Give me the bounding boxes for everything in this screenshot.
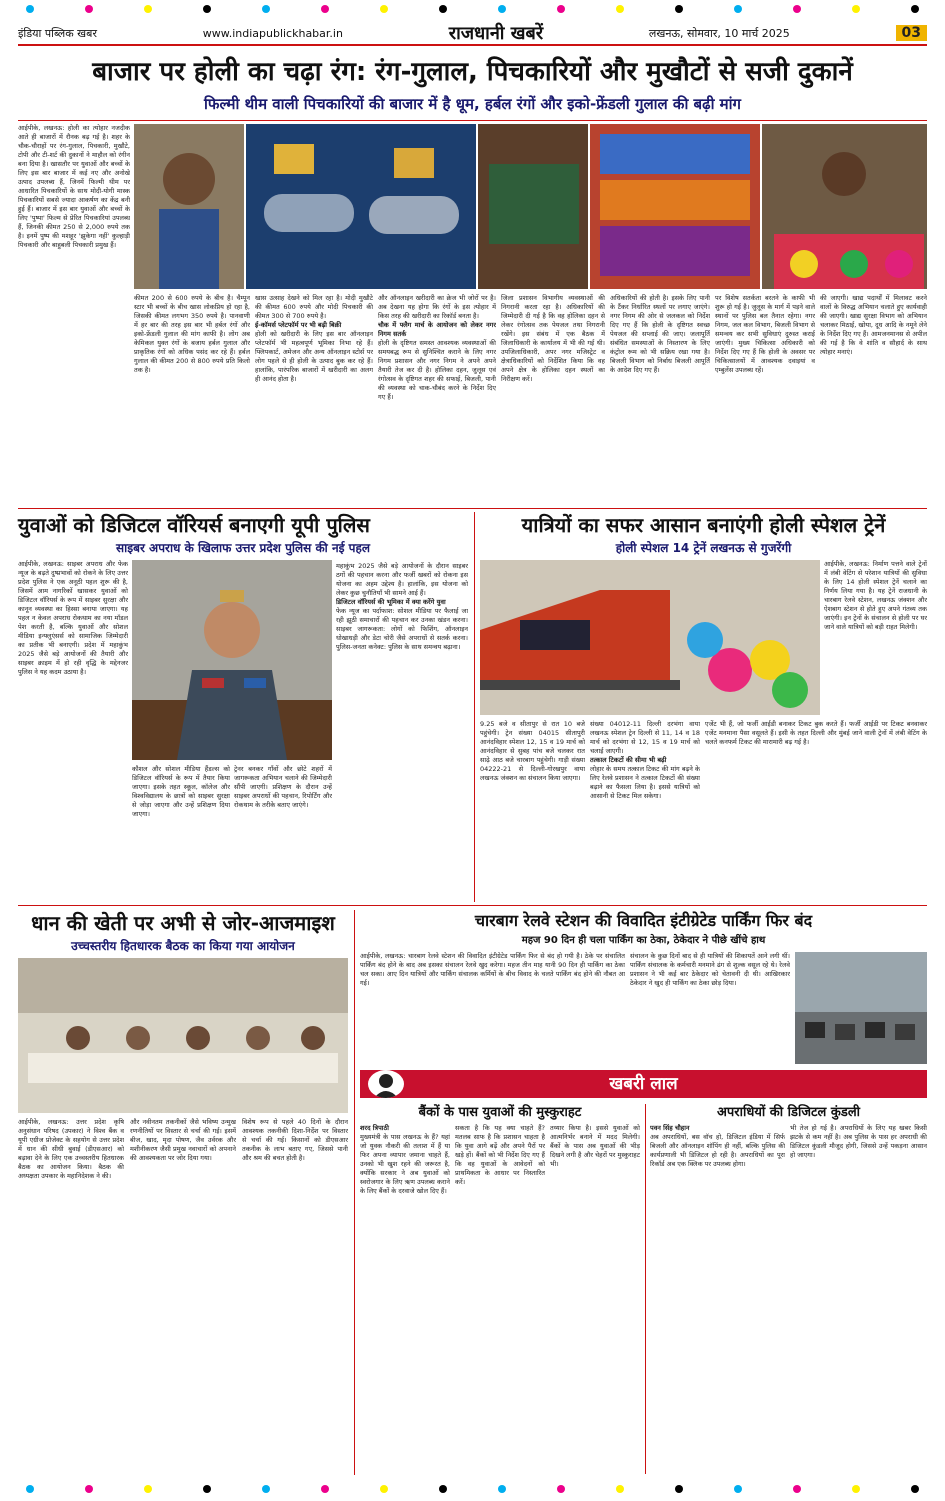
khabri-kundali-author: पवन सिंह चौहान (650, 1124, 690, 1132)
story3-col4: एजेंट भी हैं, जो फर्जी आईडी बनाकर टिकट बुक करते हैं। फर्जी आईडी पर टिकट बनवाकर एजेंट मनमाना पैसा वसूलते हैं। इसी के तहत दिल्ली और मुंबई जाने वाली ट्रेनों में लंबी वेटिंग के चलते कनफर्म टिकट की मारामारी बढ़ गई है। (705, 720, 927, 746)
story3-col3-subhead: तत्काल टिकटों की सीमा भी बढ़ी (590, 756, 667, 764)
story1-col4-subhead: चौक में फ्लैग मार्च के आयोजन को लेकर नगर निगम सतर्क (378, 321, 496, 338)
story1-col3-subhead: ई-कॉमर्स प्लेटफॉर्म पर भी बढ़ी बिक्री (255, 321, 342, 329)
story1-col3 (255, 294, 373, 504)
khabri-kundali-title: अपराधियों की डिजिटल कुंडली (716, 1105, 861, 1120)
story2-col4 (336, 562, 468, 900)
registration-marks-top (0, 4, 945, 14)
section-title: राजधानी खबरें (448, 23, 544, 44)
story1-col5: जिला प्रशासन विभागीय व्यवस्थाओं की निगरानी करता रहा है। अधिकारियों की जिम्मेदारी दी गई है कि वह होलिका दहन से लेकर रंगोत्सव तक पेयजल तथा निगरानी रखेंगे। इस संबंध में एक बैठक में जिलाधिकारी के कार्यालय में भी की गई थी। उपजिलाधिकारी, अपर नगर मजिस्ट्रेट व क्षेत्राधिकारियों को निर्देशित किया कि वह अपने क्षेत्र के होलिका दहन स्थलों का निरीक्षण करें। (501, 294, 605, 383)
story3-col3b: लोहार के समय तत्काल टिकट की मांग बढ़ने के लिए रेलवे प्रशासन ने तत्काल टिकटों की संख्या बढ़ाने का फैसला लिया है। इससे यात्रियों को आसानी से टिकट मिल सकेगा। (590, 765, 700, 800)
story1-col2: कीमत 200 से 600 रुपये के बीच है। चैम्पून स्टार भी बच्चों के बीच खास लोकप्रिय हो रहा है, जिसकी कीमत लगभग 350 रुपये है। पानवाणी में हर बार की तरह इस बार भी हर्बल रंगों और इको-फ्रेंडली गुलाल की मांग काफी है। लोग अब केमिकल युक्त रंगों के बजाय हर्बल गुलाल और प्राकृतिक रंगों को अधिक पसंद कर रहे हैं। हर्बल गुलाल की कीमत 200 से 800 रुपये प्रति किलो तक है। (134, 294, 250, 374)
khabri-banks-author: शरद त्रिपाठी (360, 1124, 389, 1132)
story5-col2: और नवीनतम तकनीकों जैसे भविष्य उन्मुख रणनीतियों पर विस्तार से चर्चा की गई। इसमें बीज, खाद, मृदा पोषण, जैव उर्वरक और मशीनीकरण जैसी प्रमुख नवाचारों को अपनाने की आवश्यकता पर जोर दिया गया। (130, 1118, 236, 1162)
story4-subhead: महज 90 दिन ही चला पार्किंग का ठेका, ठेकेदार ने पीछे खींचे हाथ (521, 935, 766, 946)
column-divider (354, 910, 355, 1475)
page-number: 03 (896, 25, 927, 41)
khabri-banks-col2: सकता है कि यह क्या चाहते हैं? मतलब साफ है कि प्रशासन चाहता है कि युवा आगे बढ़ें और अपने पैरों पर खड़े हों। बैंकों को भी निर्देश दिए गए हैं कि वह युवाओं के आवेदनों को प्राथमिकता के आधार पर निस्तारित करें। (455, 1124, 545, 1186)
story2-col4-subhead: डिजिटल वॉरियर्स की भूमिका में क्या करेंगे युवा (336, 598, 446, 606)
story5-col1: आईपीके, लखनऊ: उत्तर प्रदेश कृषि अनुसंधान परिषद (उपकार) ने विश्व बैंक व यूपी एग्रीज प्रोजेक्ट के सहयोग से उत्तर प्रदेश में धान की सीधी बुवाई (डीएसआर) को बढ़ावा देने के लिए एक उच्चस्तरीय हितधारक बैठक का आयोजन किया। बैठक की अध्यक्षता उपकार के महानिदेशक ने की। (18, 1118, 124, 1180)
parking-photo (795, 952, 927, 1064)
khabri-kundali-text1: अब अपराधियों, बस वॉच हो, डिजिटल इंडिया में सिर्फ बिजली और ऑनलाइन शॉपिंग ही नहीं, बल्कि पुलिस की कार्यप्रणाली भी डिजिटल हो रही है। अपराधियों का पूरा रिकॉर्ड अब एक क्लिक पर उपलब्ध होगा। (650, 1133, 785, 1168)
story2-col3: ट्रेनर बनकर गाँवों और छोटे शहरों में जागरूकता अभियान चलाने की जिम्मेदारी सौंपी जाएगी। प्रशिक्षण के दौरान उन्हें साइबर अपराधों की पहचान, रिपोर्टिंग और रोकथाम के तरीके बताए जाएंगे। (234, 765, 332, 809)
story2-col4b: फेक न्यूज का पर्दाफाश: सोशल मीडिया पर फैलाई जा रही झूठी समाचारों की पहचान कर उनका खंडन करना। साइबर जागरूकता: लोगों को फिशिंग, ऑनलाइन धोखाधड़ी और डेटा चोरी जैसे अपराधों से सतर्क करना। पुलिस-जनता कनेक्ट: पुलिस के साथ समन्वय बढ़ाना। (336, 607, 468, 651)
khabri-banks-col3: तय्यार किया है। इससे युवाओं को आत्मनिर्भर बनाने में मदद मिलेगी। बैंकों के पास अब युवाओं की भीड़ दिखने लगी है और चेहरों पर मुस्कुराहट भी। (550, 1124, 640, 1168)
page-header (18, 22, 927, 46)
story1-col6: अधिकारियों की होती है। इसके लिए पानी के टैंकर निर्धारित स्थलों पर लगाए जाएंगे। नगर निगम की ओर से जलकल को निर्देश दिए गए हैं कि होली के दृष्टिगत स्वच्छ पेयजल की सप्लाई की जाए। जलापूर्ति संबंधित समस्याओं के निस्तारण के लिए कंट्रोल रूम को भी सक्रिय रखा गया है। बिजली विभाग को निर्बाध बिजली आपूर्ति के आदेश दिए गए हैं। (610, 294, 710, 374)
story3-headline: यात्रियों का सफर आसान बनाएंगी होली स्पेशल ट्रेनें (521, 513, 886, 537)
column-divider (474, 512, 475, 902)
paper-name: इंडिया पब्लिक खबर (18, 26, 97, 40)
khabri-lal-banner: खबरी लाल (360, 1070, 927, 1098)
registration-marks-bottom (0, 1484, 945, 1494)
story1-lead: आईपीके, लखनऊ: होली का त्योहार नजदीक आते ही बाजारों में रौनक बढ़ गई है। शहर के चौक-चौराहों पर रंग-गुलाल, पिचकारी, मुखौटे, टोपी और टी-शर्ट की दुकानों ने माहौल को रंगीन बना दिया है। खासतौर पर युवाओं और बच्चों के लिए इस बार बाजार में कई नए और अनोखे उत्पाद उपलब्ध हैं, जिनमें फिल्मी थीम पर आधारित पिचकारियों के साथ मोदी-योगी मास्क पिचकारियों सबसे ज्यादा आकर्षण का केंद्र बनी हुई हैं। बाजार में इस बार युवाओं और बच्चों के लिए 'पुष्पा' फिल्म से प्रेरित पिचकारियां उपलब्ध हैं, जिनकी कीमत 250 से 2,000 रुपये तक है। इनमें पुष्प की मशहूर 'झुकेगा नहीं' कुल्हाड़ी पिचकारी और बाहुबली पिचकारी प्रमुख हैं। (18, 124, 130, 249)
khabri-kundali-col1 (650, 1124, 785, 1474)
story1-col3b: होली को खरीदारी के लिए इस बार ऑनलाइन प्लेटफॉर्म भी महत्वपूर्ण भूमिका निभा रहे हैं। फ्लिपकार्ट, अमेजन और अन्य ऑनलाइन स्टोर्स पर लोग पहले से ही होली के उत्पाद बुक कर रहे हैं। हालांकि, पारंपरिक बाजारों में खरीदारी का अलग ही आनंद होता है। (255, 330, 373, 383)
khabri-banks-title: बैंकों के पास युवाओं की मुस्कुराहट (418, 1105, 582, 1120)
story1-col4b: होली के दृष्टिगत समस्त आवश्यक व्यवस्थाओं की समयबद्ध रूप से सुनिश्चित कराने के लिए नगर निगम प्रशासन और नगर निगम ने अपने अपने तैयारी तेज कर दी है। होलिका दहन, जुलूस एवं रंगोत्सव के दृष्टिगत शहर की सफाई, बिजली, पानी की व्यवस्था को चाक-चौबंद करने के निर्देश दिए गए हैं। (378, 339, 496, 401)
story4-col2: संचालन के कुछ दिनों बाद से ही यात्रियों की शिकायतें आने लगी थीं। पार्किंग संचालक के कर्मचारी मनमाने ढंग से शुल्क वसूल रहे थे। रेलवे प्रशासन ने भी कई बार ठेकेदार को चेतावनी दी थी। आखिरकार ठेकेदार ने खुद ही पार्किंग का ठेका छोड़ दिया। (630, 952, 790, 987)
story5-subhead: उच्चस्तरीय हितधारक बैठक का किया गया आयोजन (71, 939, 295, 953)
police-officer-photo (132, 560, 332, 760)
story2-col4a: महाकुंभ 2025 जैसे बड़े आयोजनों के दौरान साइबर ठगों की पहचान करना और फर्जी खबरों को रोकना इस योजना का अहम उद्देश्य है। हालांकि, इस योजना को लेकर कुछ चुनौतियाँ भी सामने आई हैं। (336, 562, 468, 597)
story2-col1: आईपीके, लखनऊ: साइबर अपराध और फेक न्यूज के बढ़ते दुष्प्रभावों को रोकने के लिए उत्तर प्रदेश पुलिस ने एक अनूठी पहल शुरू की है, जिसमें आम नागरिकों खासकर युवाओं को डिजिटल वॉरियर्स के रूप में साइबर सुरक्षा और कानून व्यवस्था का हिस्सा बनाया जाएगा। यह पहल न केवल अपराध रोकथाम का नया मॉडल पेश करती है, बल्कि युवाओं और सोशल मीडिया इन्फ्लुएंसर्स को सामाजिक जिम्मेदारी का प्रतीक भी बनाएगी। प्रदेश में महाकुंभ 2025 जैसे बड़े आयोजनों की तैयारी और साइबर क्राइम में हो रही वृद्धि के मद्देनजर पुलिस ने यह कदम उठाया है। (18, 560, 128, 676)
train-photo (480, 560, 820, 715)
divider (18, 508, 927, 509)
divider (18, 905, 927, 906)
paper-url[interactable]: www.indiapublickhabar.in (202, 26, 343, 40)
column-divider (645, 1104, 646, 1474)
market-photos (134, 124, 927, 289)
story4-col1: आईपीके, लखनऊ: चारबाग रेलवे स्टेशन की विवादित इंटीग्रेटेड पार्किंग फिर से बंद हो गयी है। ठेके पर संचालित पार्किंग बंद होने के बाद अब इसका संचालन रेलवे खुद करेगा। महज तीन माह यानी 90 दिन ही पार्किंग का ठेका चल सका। आए दिन यात्रियों और पार्किंग संचालक कर्मियों के बीच विवाद के चलते पार्किंग बंद होने की नौबत आ गई। (360, 952, 625, 987)
story3-col3a: संख्या 04012-11 दिल्ली दरभंगा वाया लखनऊ स्पेशल ट्रेन दिल्ली से 11, 14 व 18 मार्च को दरभंगा से 12, 15 व 19 मार्च को चलाई जाएगी। (590, 720, 700, 755)
story3-col1: आईपीके, लखनऊ: निर्माण पत्तने वाले ट्रेनों में लंबी वेटिंग से परेशान यात्रियों की सुविधा के लिए 14 होली स्पेशल ट्रेनें चलाने का निर्णय लिया गया है। यह ट्रेनें राजधानी के चारबाग रेलवे स्टेशन, लखनऊ जंक्शन और ऐशबाग स्टेशन से होते हुए अपने गंतव्य तक जाएंगी। इन ट्रेनों के संचालन से होली पर घर जाने वाले यात्रियों को बड़ी राहत मिलेगी। (824, 560, 927, 631)
story1-col4 (378, 294, 496, 504)
story3-col3 (590, 720, 700, 900)
meeting-photo (18, 958, 348, 1113)
story1-subhead: फिल्मी थीम वाली पिचकारियों की बाजार में है धूम, हर्बल रंगों और इको-फ्रेंडली गुलाल की बढ़ी मांग (204, 95, 741, 113)
story1-col3a: खास उत्साह देखने को मिल रहा है। मोदी मुखौटे की कीमत 600 रुपये और मोदी पिचकारी की कीमत 300 से 700 रुपये है। (255, 294, 373, 320)
khabri-banks-col1 (360, 1124, 450, 1474)
story1-col7: पर विशेष सतर्कता बरतने के काफी भी शुरू हो गई है। जुलूस के मार्ग में पड़ने वाले स्थानों पर पुलिस बल तैनात रहेगा। नगर निगम, जल कल विभाग, बिजली विभाग से समन्वय कर सभी सुविधाएं दुरुस्त कराई जाएंगी। मुख्य चिकित्सा अधिकारी को निर्देश दिए गए हैं कि होली के अवसर पर चिकित्सालयों में आवश्यक दवाइयां व एम्बुलेंस उपलब्ध रहें। (715, 294, 815, 374)
story5-col3: विशेष रूप से पहले 40 दिनों के दौरान आवश्यक तकनीकी दिशा-निर्देश पर विस्तार से चर्चा की गई। किसानों को डीएसआर तकनीक के लाभ बताए गए, जिससे पानी और श्रम की बचत होती है। (242, 1118, 348, 1162)
khabri-kundali-col2: भी तेज हो गई है। अपराधियों के लिए यह खबर किसी झटके से कम नहीं है। अब पुलिस के पास हर अपराधी की डिजिटल कुंडली मौजूद होगी, जिससे उन्हें पकड़ना आसान हो जाएगा। (790, 1124, 927, 1159)
story2-col2: कौशल और सोशल मीडिया हैंडल्स को डिजिटल वॉरियर्स के रूप में तैयार किया जाएगा। इसके तहत स्कूल, कॉलेज और विश्वविद्यालय के छात्रों को साइबर सुरक्षा से जोड़ा जाएगा और उन्हें प्रशिक्षण दिया जाएगा। (132, 765, 230, 818)
story2-headline: युवाओं को डिजिटल वॉरियर्स बनाएगी यूपी पुलिस (18, 513, 370, 537)
reporter-avatar (368, 1070, 404, 1098)
story1-col8: की जाएगी। खाद्य पदार्थों में मिलावट करने वालों के विरुद्ध अभियान चलाते हुए कार्यवाही की जाएगी। खाद्य सुरक्षा विभाग को अभियान चलाकर मिठाई, खोया, दूध आदि के नमूने लेने के निर्देश दिए गए हैं। आमजनमानस से अपील की गई है कि वे शांति व सौहार्द के साथ त्योहार मनाएं। (820, 294, 927, 356)
story1-col4a: और ऑनलाइन खरीदारी का क्रेज भी जोरों पर है। अब देखना यह होगा कि रंगों के इस त्योहार में किस तरह की खरीदारी का रिकॉर्ड बनता है। (378, 294, 496, 320)
story2-subhead: साइबर अपराध के खिलाफ उत्तर प्रदेश पुलिस की नई पहल (116, 541, 370, 555)
divider (18, 120, 927, 121)
story5-headline: धान की खेती पर अभी से जोर-आजमाइश (31, 911, 335, 935)
story3-col2: 9.25 बजे व सीतापुर से रात 10 बजे पहुंचेगी। ट्रेन संख्या 04015 सीतापुरी आनंदविहार स्पेशल 12, 15 व 19 मार्च को आनंदविहार से सुबह पांच बजे चलकर रात साढ़े आठ बजे चारबाग पहुंचेगी। गाड़ी संख्या 04222-21 से दिल्ली-गोरखपुर वाया लखनऊ जंक्शन का संचालन किया जाएगा। (480, 720, 585, 782)
story1-headline: बाजार पर होली का चढ़ा रंग: रंग-गुलाल, पिचकारियों और मुखौटों से सजी दुकानें (92, 57, 853, 87)
story4-headline: चारबाग रेलवे स्टेशन की विवादित इंटीग्रेटेड पार्किंग फिर बंद (474, 911, 813, 930)
story3-subhead: होली स्पेशल 14 ट्रेनें लखनऊ से गुजरेंगी (615, 541, 792, 555)
dateline: लखनऊ, सोमवार, 10 मार्च 2025 (648, 26, 790, 40)
khabri-banks-text1: मुख्यमंत्री के पास लखनऊ के हैं? यहां जो युवक नौकरी की तलाश में हैं या फिर अपना व्यापार जमाना चाहते हैं, उनको भी खुश रहने की जरूरत है, क्योंकि सरकार ने अब युवाओं को स्वरोजगार के लिए ऋण उपलब्ध कराने के लिए बैंकों के दरवाजे खोल दिए हैं। (360, 1133, 450, 1195)
